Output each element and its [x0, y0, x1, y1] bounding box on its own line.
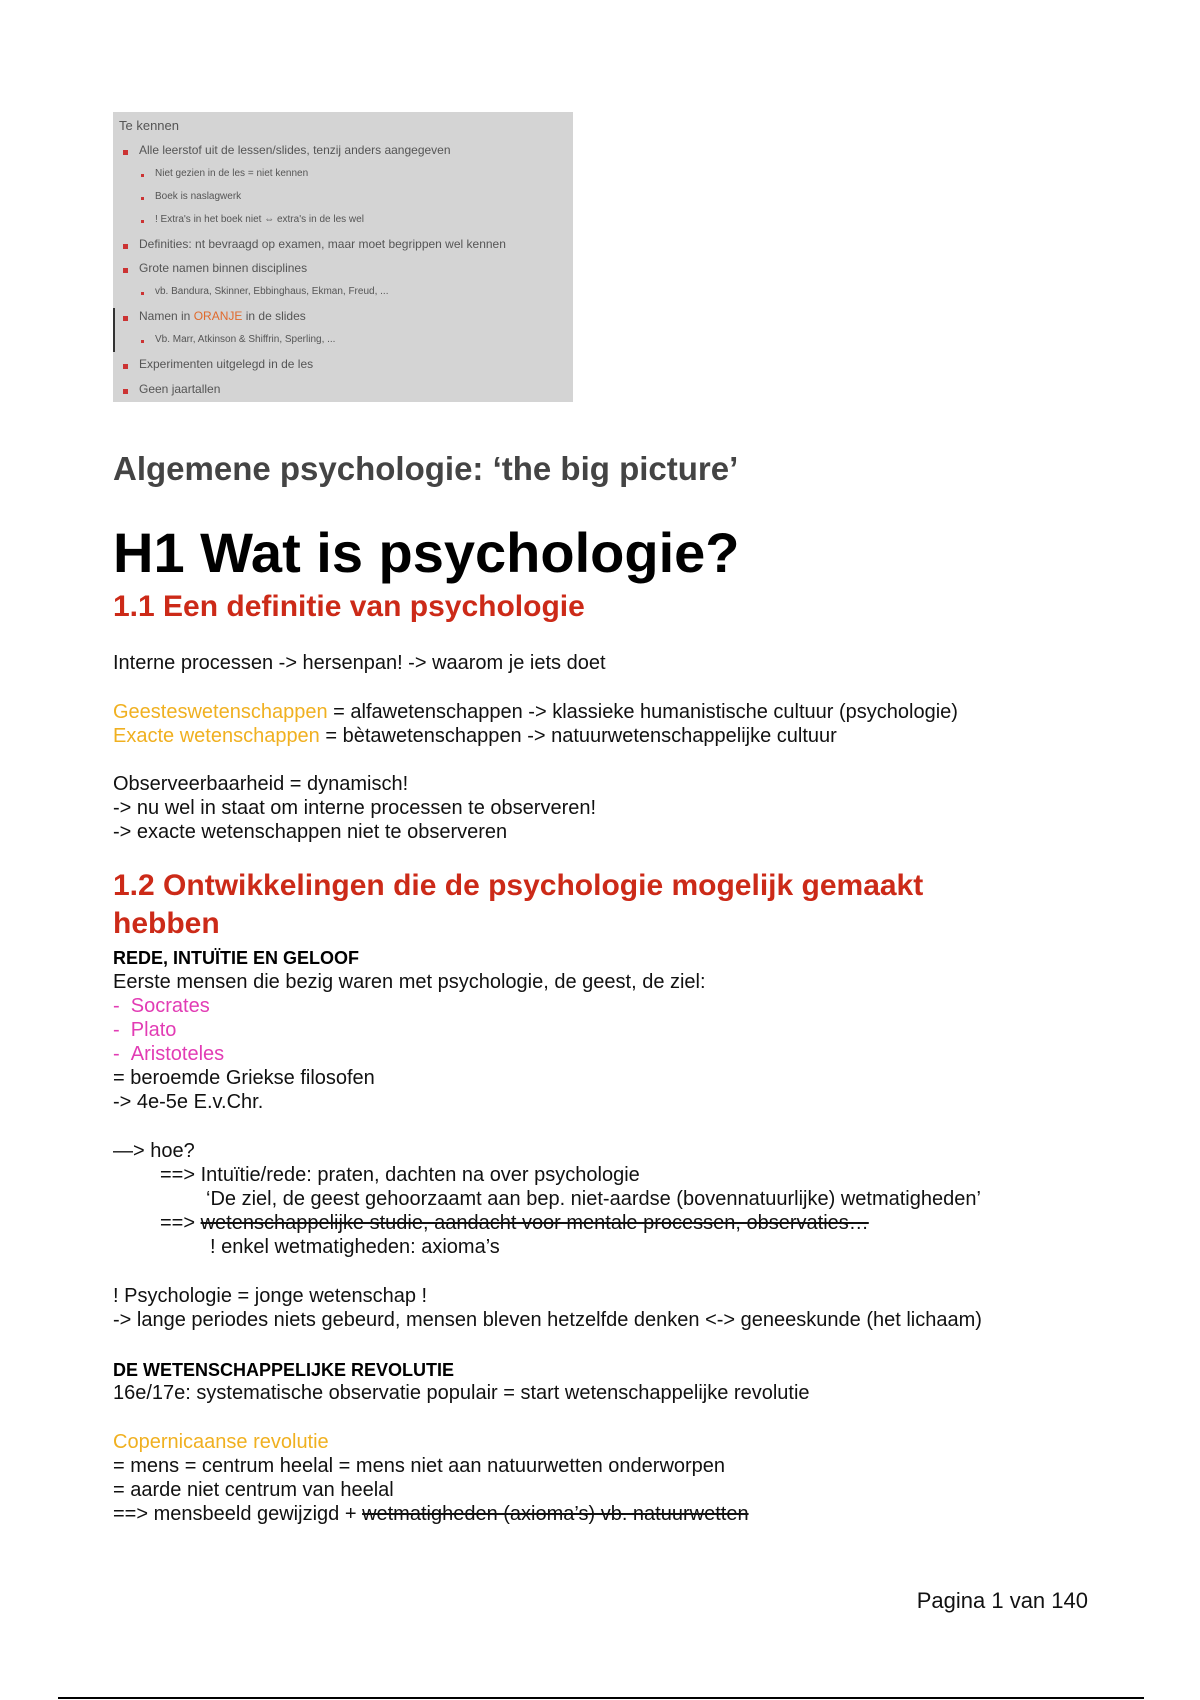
bullet-icon	[123, 150, 128, 155]
text-line: -> 4e-5e E.v.Chr.	[113, 1091, 264, 1113]
bullet-icon	[141, 340, 144, 343]
bullet-icon	[141, 197, 144, 200]
term-geesteswetenschappen: Geesteswetenschappen	[113, 701, 328, 723]
text-line: = aarde niet centrum van heelal	[113, 1479, 394, 1501]
text-line: -> lange periodes niets gebeurd, mensen bleven hetzelfde denken <-> geneeskunde (het lichaam)	[113, 1309, 982, 1331]
text-line: -> nu wel in staat om interne processen te observeren!	[113, 797, 597, 819]
philosopher-item: - Aristoteles	[113, 1043, 225, 1065]
geesteswetenschappen-line	[113, 700, 958, 724]
struck-line	[160, 1211, 869, 1235]
slide-subitem: Niet gezien in de les = niet kennen	[155, 168, 309, 179]
text-line: -> exacte wetenschappen niet te observeren	[113, 821, 508, 843]
bullet-icon	[123, 268, 128, 273]
text-line: ! Psychologie = jonge wetenschap !	[113, 1285, 428, 1307]
hoe-line: —> hoe?	[113, 1140, 195, 1162]
section-1-1-title: 1.1 Een definitie van psychologie	[113, 590, 585, 623]
text-line: 16e/17e: systematische observatie populair = start wetenschappelijke revolutie	[113, 1382, 810, 1404]
bullet-icon	[141, 174, 144, 177]
slide-item: Alle leerstof uit de lessen/slides, tenzij anders aangegeven	[139, 143, 451, 157]
big-picture-heading: Algemene psychologie: ‘the big picture’	[113, 450, 739, 487]
intro-line: Interne processen -> hersenpan! -> waarom je iets doet	[113, 652, 606, 674]
slide-item: Geen jaartallen	[139, 382, 221, 396]
text-line: ==> Intuïtie/rede: praten, dachten na over psychologie	[160, 1164, 640, 1186]
page-divider	[58, 1697, 1144, 1699]
struck-text: wetmatigheden (axioma’s) vb. natuurwetten	[362, 1503, 749, 1525]
section-1-2-title: 1.2 Ontwikkelingen die de psychologie mogelijk gemaakt	[113, 869, 924, 902]
struck-line	[113, 1502, 749, 1526]
bullet-icon	[123, 244, 128, 249]
exacte-wetenschappen-line	[113, 724, 837, 748]
philosopher-item: - Plato	[113, 1019, 177, 1041]
section-1-2-title-cont: hebben	[113, 907, 220, 940]
slide-item-text: Namen in	[139, 309, 194, 323]
philosopher-name: Aristoteles	[130, 1043, 225, 1065]
observeerbaarheid-line: Observeerbaarheid = dynamisch!	[113, 773, 409, 795]
page-number: Pagina 1 van 140	[916, 1588, 1088, 1613]
philosopher-name: Plato	[130, 1019, 177, 1041]
arrow-prefix: ==>	[160, 1212, 201, 1234]
rede-intro: Eerste mensen die bezig waren met psychologie, de geest, de ziel:	[113, 971, 706, 993]
philosopher-name: Socrates	[130, 995, 210, 1017]
slide-subitem: vb. Bandura, Skinner, Ebbinghaus, Ekman, Freud, ...	[155, 286, 389, 297]
struck-text: wetenschappelijke studie, aandacht voor mentale processen, observaties…	[200, 1212, 869, 1234]
slide-subitem: Vb. Marr, Atkinson & Shiffrin, Sperling, ...	[155, 334, 336, 345]
slide-item: Grote namen binnen disciplines	[139, 261, 308, 275]
slide-title: Te kennen	[119, 118, 179, 133]
line-prefix: ==> mensbeeld gewijzigd +	[113, 1503, 363, 1525]
slide-screenshot	[113, 112, 573, 402]
slide-item: Experimenten uitgelegd in de les	[139, 357, 314, 371]
slide-item: Definities: nt bevraagd op examen, maar moet begrippen wel kennen	[139, 237, 506, 251]
philosopher-item: - Socrates	[113, 995, 210, 1017]
definition-text: = alfawetenschappen -> klassieke humanistische cultuur (psychologie)	[327, 701, 958, 723]
text-line: = mens = centrum heelal = mens niet aan natuurwetten onderworpen	[113, 1455, 726, 1477]
chapter-title: H1 Wat is psychologie?	[113, 521, 740, 584]
slide-subitem: Boek is naslagwerk	[155, 191, 242, 202]
quote-line: ‘De ziel, de geest gehoorzaamt aan bep. niet-aardse (bovennatuurlijke) wetmatigheden’	[206, 1188, 981, 1210]
slide-cursor-bar	[113, 308, 115, 352]
bullet-icon	[141, 220, 144, 223]
slide-subitem: ! Extra's in het boek niet ⇔ extra's in de les wel	[155, 214, 364, 225]
definition-text: = bètawetenschappen -> natuurwetenschappelijke cultuur	[319, 725, 837, 747]
rede-heading: REDE, INTUÏTIE EN GELOOF	[113, 948, 360, 968]
orange-highlight: ORANJE	[193, 309, 243, 323]
slide-item-orange-names	[139, 309, 306, 323]
bullet-icon	[123, 364, 128, 369]
term-copernicaanse-revolutie: Copernicaanse revolutie	[113, 1431, 329, 1453]
text-line: = beroemde Griekse filosofen	[113, 1067, 375, 1089]
revolutie-heading: DE WETENSCHAPPELIJKE REVOLUTIE	[113, 1360, 455, 1380]
term-exacte-wetenschappen: Exacte wetenschappen	[113, 725, 320, 747]
text-line: ! enkel wetmatigheden: axioma’s	[210, 1236, 500, 1258]
bullet-icon	[123, 316, 128, 321]
bullet-icon	[141, 292, 144, 295]
bullet-icon	[123, 389, 128, 394]
slide-item-text: in de slides	[242, 309, 306, 323]
